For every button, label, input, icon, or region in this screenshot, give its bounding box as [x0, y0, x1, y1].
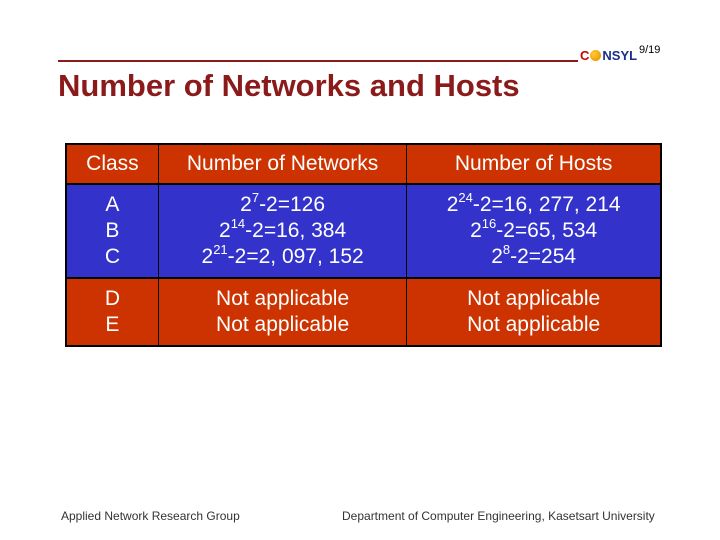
page-number: 9/19	[639, 44, 661, 56]
class-label: E	[105, 313, 120, 336]
class-label: A	[105, 193, 120, 216]
logo-globe-icon	[590, 50, 601, 61]
class-label: C	[104, 245, 121, 268]
footer-group-name: Applied Network Research Group	[61, 509, 240, 523]
header-hosts: Number of Hosts	[407, 144, 661, 184]
table-row-classes-de	[66, 278, 661, 346]
network-count: Not applicable	[216, 287, 350, 310]
network-count: Not applicable	[216, 313, 350, 336]
hosts-cell-abc	[407, 184, 661, 278]
logo-letter-c: C	[580, 47, 590, 63]
logo-letters: NSYL	[602, 47, 638, 63]
hosts-cell-de	[407, 278, 661, 346]
host-count: $2^{24}-2=16$, 277, 214	[446, 190, 621, 216]
table-header-row	[66, 144, 661, 184]
network-count: $2^7-2=126$	[240, 190, 326, 216]
host-count: Not applicable	[467, 287, 601, 310]
class-cell-abc	[66, 184, 158, 278]
header-networks: Number of Networks	[158, 144, 406, 184]
network-count: $2^{21}-2=2$, 097, 152	[201, 242, 364, 268]
footer-department: Department of Computer Engineering, Kasetsart University	[342, 509, 655, 523]
class-label: D	[104, 287, 121, 310]
networks-cell-abc	[158, 184, 406, 278]
class-cell-de	[66, 278, 158, 346]
title-underline	[58, 60, 578, 62]
host-count: $2^{16}-2=65$, 534	[470, 216, 598, 242]
host-count: Not applicable	[467, 313, 601, 336]
host-count: $2^8-2=254$	[491, 242, 577, 268]
header-class: Class	[66, 144, 158, 184]
table-row-classes-abc	[66, 184, 661, 278]
network-count: $2^{14}-2=16$, 384	[219, 216, 347, 242]
networks-cell-de	[158, 278, 406, 346]
slide-title: Number of Networks and Hosts	[58, 68, 520, 103]
consyl-logo	[580, 47, 637, 63]
class-label: B	[105, 219, 120, 242]
networks-hosts-table	[65, 143, 662, 347]
